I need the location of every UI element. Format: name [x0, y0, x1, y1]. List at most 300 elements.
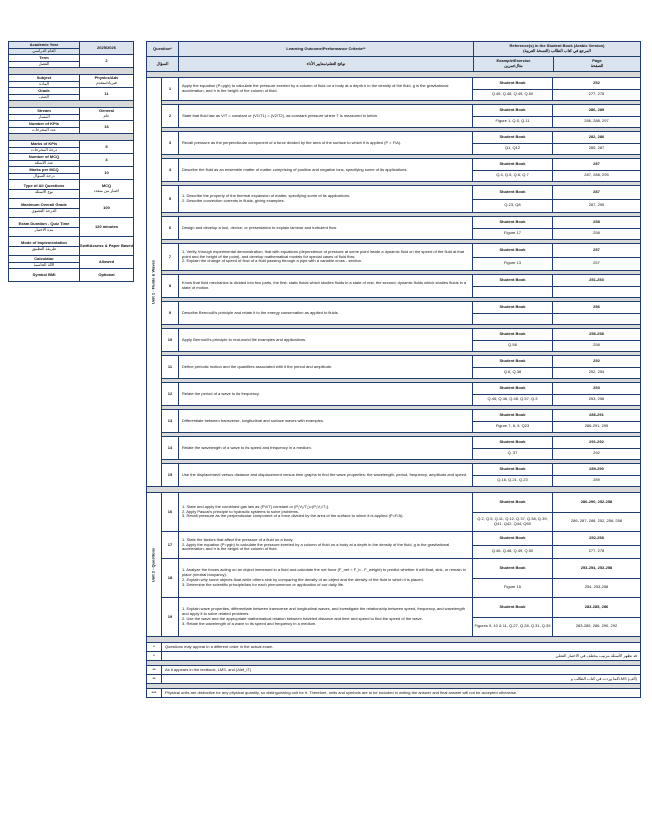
outcome-text-line: 3. Recall pressure as the perpendicular component of a force divided by the area of the surface to which it is applied (P=F/A).	[182, 513, 404, 519]
info-value	[80, 237, 133, 255]
outcome-text-line: State that fluid law as V/T = constant or (V1/T1) = (V2/T2), as constant pressure where T is measured in kelvin.	[182, 112, 379, 118]
info-key-ar: عدد المخرجات	[9, 127, 79, 133]
outcome-text-line: 2. Explain why some objects float while others sink by comparing the density of an object and the density of the fluid in which it is placed.	[182, 577, 424, 582]
info-key	[9, 237, 80, 255]
outcome-number: 6	[162, 217, 179, 239]
page-cell	[553, 356, 640, 378]
info-value-text: 4	[105, 156, 108, 162]
outcome-text	[179, 217, 473, 239]
info-row	[8, 88, 134, 101]
reference-items: Q.45, Q.46, Q.48, Q.57, Q.3	[487, 396, 538, 402]
info-key-ar: المادة	[9, 81, 79, 87]
info-value-text: 11	[104, 90, 109, 96]
outcome-number: 2	[162, 105, 179, 127]
outcome-text-line: 3. Relate the wavelength of a wave to its speed and frequency in a medium.	[182, 620, 317, 626]
footnote-mark: **	[147, 675, 162, 683]
reference-items: Q.16, Q.21, Q.23	[497, 477, 528, 483]
page-cell	[553, 105, 640, 127]
info-key-en: Grade	[38, 87, 50, 93]
reference-cell	[473, 105, 553, 127]
reference-items	[473, 314, 552, 325]
info-key-en: Subject	[36, 74, 52, 80]
page-range: 282, 286	[553, 132, 640, 144]
reference-items: Figure 13	[504, 260, 521, 266]
reference-book: Student Book	[473, 598, 552, 618]
page-list: 258	[593, 230, 600, 236]
reference-items: Q.4, Q.5, Q.6, Q.7	[496, 172, 529, 178]
info-key-en: Mode of Implementation	[21, 239, 67, 245]
info-key	[9, 121, 80, 133]
reference-items: Figure 17	[504, 230, 521, 236]
info-key	[9, 256, 80, 268]
reference-cell	[473, 275, 553, 297]
outcome-text	[179, 275, 473, 297]
outcome-text	[179, 437, 473, 459]
header-reference-ar: المرجع في كتاب الطالب (النسخة العربية)	[523, 48, 591, 53]
page-list: 287, 295	[588, 202, 605, 208]
header-page	[554, 57, 640, 71]
info-key	[9, 88, 80, 100]
page-list	[553, 287, 640, 298]
info-key-ar: الفصل	[9, 61, 79, 67]
page-cell	[553, 217, 640, 239]
info-key	[9, 167, 80, 179]
outcome-number: 4	[162, 159, 179, 181]
page-range: 258	[553, 217, 640, 229]
reference-cell	[473, 410, 553, 432]
outcome-number: 13	[162, 410, 179, 432]
outcome-text	[179, 78, 473, 100]
reference-items: Q.58	[508, 342, 517, 348]
info-row	[8, 141, 134, 154]
outcome-row	[162, 217, 640, 240]
footnotes	[147, 643, 640, 697]
info-key	[9, 180, 80, 198]
reference-items	[473, 287, 552, 298]
info-key-ar: المسار	[9, 114, 79, 120]
header-reference-en: Reference(s) in the Student Book (Arabic Version)	[509, 43, 605, 49]
info-value-text: 100	[103, 204, 110, 210]
outcome-row	[162, 329, 640, 352]
info-row	[8, 199, 134, 218]
page-list: 286-291, 295	[584, 423, 609, 429]
page-list	[553, 314, 640, 325]
info-value-text: 5	[105, 143, 108, 149]
info-key-en: Type of All Questions	[23, 182, 65, 188]
page-list: 292	[593, 450, 600, 456]
footnote-mark: *	[147, 652, 162, 660]
outcome-text	[179, 302, 473, 324]
reference-cell	[473, 159, 553, 181]
info-key-en: Symbol BMI	[32, 271, 56, 277]
info-value-ar: فيزياء/متقدم	[96, 80, 117, 85]
reference-items: Figure 1, Q.5, Q.11	[495, 118, 530, 124]
info-row	[8, 256, 134, 269]
outcome-row	[162, 598, 640, 636]
page-cell	[553, 302, 640, 324]
outcome-text	[179, 559, 473, 597]
footnote-row	[147, 652, 640, 661]
outcome-text	[179, 410, 473, 432]
reference-book: Student Book	[473, 78, 552, 90]
page-list: 252, 254	[588, 369, 605, 375]
info-value-text: General	[99, 108, 114, 114]
info-value-ar: عام	[103, 113, 110, 118]
page-cell	[553, 532, 640, 558]
outcome-number: 8	[162, 275, 179, 297]
header-outcome-ar: نواتج التعلم/معايير الأداء	[306, 60, 346, 66]
page-range: 257	[553, 244, 640, 258]
page-cell	[553, 159, 640, 181]
page-list: 257	[593, 260, 600, 266]
outcome-text	[179, 598, 473, 636]
info-value	[80, 121, 133, 133]
exam-info-table	[8, 41, 134, 282]
subheader-question	[147, 57, 179, 71]
page-range: 256-258	[553, 329, 640, 341]
info-key-ar: درجة السؤال	[9, 173, 79, 179]
unit-label	[147, 78, 162, 486]
info-value	[80, 88, 133, 100]
outcome-text-line: 1. Verify, through experimental demonstration, that with equations (dependence of pressure at some point inside a dynamic fluid on the speed of the fluid at that point and the height of the point), and develop mathematical models for special cases of fluid flow.	[182, 248, 465, 259]
page-range: 286-290, 252-258	[553, 493, 640, 513]
reference-items: Q.23, Q8	[504, 202, 521, 208]
table-subheader	[147, 57, 640, 72]
page-cell	[553, 598, 640, 636]
reference-items: Q1, Q12	[504, 145, 521, 151]
outcome-text	[179, 105, 473, 127]
outcome-row	[162, 383, 640, 406]
reference-cell	[473, 437, 553, 459]
outcome-number: 11	[162, 356, 179, 378]
info-key-en: Academic Year	[29, 41, 59, 47]
outcome-text	[179, 383, 473, 405]
page-range: 287	[553, 186, 640, 200]
outcome-row	[162, 410, 640, 433]
page-list: 286, 287, 288, 252, 256, 258	[570, 518, 623, 524]
page-list: 287, 288, 295	[584, 172, 609, 178]
reference-cell	[473, 464, 553, 486]
reference-book: Student Book	[473, 275, 552, 287]
info-value	[80, 75, 133, 87]
reference-items: Figure 15	[504, 584, 521, 590]
page-list: 277, 278	[588, 548, 605, 554]
outcome-number: 15	[162, 464, 179, 486]
outcome-row	[162, 105, 640, 128]
header-question	[147, 42, 179, 56]
outcome-row	[162, 559, 640, 598]
info-value	[80, 42, 133, 54]
page-list: 289	[593, 477, 600, 483]
outcome-text-line: Define periodic motion and the quantities associated with it the period and amplitude.	[182, 363, 333, 369]
info-row	[8, 121, 134, 134]
outcome-text-line: 2. Use the wave and the appropriate mathematical relation between traveled distance and time and speed to find the speed of the wave.	[182, 616, 423, 621]
info-key-en: Maximum Overall Grade	[21, 201, 67, 207]
footnote-mark: *	[147, 643, 162, 651]
header-example-ar: مثال/تمرين	[504, 63, 523, 68]
outcome-text-line: 2. Apply the equation (P=ρgh) to calculate the pressure exerted by a column of fluid on a body at a depth in the density of the fluid, g is the gravitational acceleration, and h is the height of the column of fluid.	[182, 541, 450, 552]
info-value	[80, 256, 133, 268]
reference-cell	[473, 186, 553, 212]
outcome-row	[162, 437, 640, 460]
outcome-rows	[162, 493, 640, 636]
header-outcome	[179, 42, 474, 56]
info-key-en: Calculator	[34, 255, 54, 261]
footnote-row	[147, 643, 640, 652]
page-range: 253-254, 252-258	[553, 559, 640, 579]
info-key-ar: طريقة التطبيق	[9, 246, 79, 252]
subheader-outcome	[179, 57, 474, 71]
page-list: 285, 287	[588, 145, 605, 151]
outcome-text-line: 1. Explain wave properties, differentiate between transverse and longitudinal waves, and investigate the relationship between speed, frequency, and wavelength and apply it to solve related problems.	[182, 606, 465, 617]
footnote-text: قد تظهر الأسئلة بترتيب مختلف في الاختبار الفعلي	[555, 652, 637, 658]
reference-book: Student Book	[473, 383, 552, 395]
info-key	[9, 154, 80, 166]
reference-book: Student Book	[473, 410, 552, 422]
info-key-ar: الآلة الحاسبة	[9, 262, 79, 268]
info-key-ar: مدة الاختبار	[9, 227, 79, 233]
reference-book: Student Book	[473, 105, 552, 117]
outcome-text-line: Differentiate between transverse, longitudinal and surface waves with examples.	[182, 417, 325, 423]
page-range: 253	[553, 383, 640, 395]
outcome-text-line: 3. Determine the scientific principle/law for each phenomenon or application of our daily life.	[182, 581, 345, 587]
reference-cell	[473, 329, 553, 351]
reference-cell	[473, 132, 553, 154]
page-range: 252-258	[553, 532, 640, 546]
info-value	[80, 199, 133, 217]
outcome-text-line: Apply the equation (P=ρgh) to calculate the pressure exerted by a column of fluid on a body at a depth h in the density of the fluid, g is the gravitational acceleration, and h is the height of the column of fluid.	[182, 83, 449, 93]
page-cell	[553, 410, 640, 432]
info-key-en: Exam Duration - Quiz Time	[18, 220, 70, 226]
info-value-text: 2	[105, 57, 108, 63]
outcome-number: 1	[162, 78, 179, 100]
info-value	[80, 154, 133, 166]
page-cell	[553, 275, 640, 297]
outcome-text	[179, 532, 473, 558]
reference-items: Q. 37	[507, 450, 518, 456]
reference-items: Q.6, Q.38	[503, 369, 522, 375]
outcome-text-line: 1. Analyze the forces acting on an object immersed in a fluid and calculate the net force (F_net = F_b - F_weight) to predict whether it will float, sink, or remain in place (neutral buoyancy).	[182, 567, 466, 578]
outcome-text	[179, 356, 473, 378]
reference-items: Q.2, Q.5, Q.11, Q.12, Q.37, Q.38, Q.39, Q41, Q42, Q44, Q50	[477, 515, 548, 526]
outcome-text-line: 2. Describe convection currents in fluids, giving examples.	[182, 198, 285, 203]
page-range: 291-292	[553, 437, 640, 449]
info-key	[9, 55, 80, 67]
reference-items: Q.46, Q.48, Q.49, Q.50	[491, 91, 534, 97]
info-row	[8, 237, 134, 256]
info-row	[8, 180, 134, 199]
outcome-rows	[162, 78, 640, 486]
info-value-text: Physics/Adv	[94, 75, 119, 81]
info-value-text: 16	[104, 123, 109, 129]
reference-book: Student Book	[473, 464, 552, 476]
info-spacer	[8, 134, 134, 141]
info-row	[8, 154, 134, 167]
page-list: 283-285, 286, 290, 292	[575, 623, 618, 629]
info-key	[9, 199, 80, 217]
info-key	[9, 269, 80, 281]
outcome-number: 9	[162, 302, 179, 324]
reference-book: Student Book	[473, 302, 552, 314]
page-range: 286, 289	[553, 105, 640, 117]
info-row	[8, 55, 134, 68]
info-value-text: 2025/2026	[97, 44, 116, 50]
outcome-number: 7	[162, 244, 179, 270]
outcome-row	[162, 132, 640, 155]
info-key-en: Number of MCQ	[28, 153, 60, 159]
outcome-row	[162, 302, 640, 325]
reference-book: Student Book	[473, 217, 552, 229]
page-range: 252	[553, 78, 640, 90]
info-spacer	[8, 68, 134, 75]
info-value	[80, 141, 133, 153]
outcome-number: 5	[162, 186, 179, 212]
learning-outcomes-table	[146, 41, 641, 698]
outcome-text-line: Apply Bernoulli's principle to real-world life examples and applications.	[182, 336, 307, 342]
header-page-en: Page	[592, 58, 602, 64]
reference-items: Figure 7, 8, 9, Q23	[495, 423, 530, 429]
header-outcome-en: Learning Outcome/Performance Criteria**	[286, 45, 366, 51]
outcome-text-line: Describe Bernoulli's principle and relate it to the energy conservation as applied to fluids.	[182, 309, 339, 315]
outcome-row	[162, 275, 640, 298]
outcome-text	[179, 132, 473, 154]
info-row	[8, 269, 134, 282]
reference-book: Student Book	[473, 329, 552, 341]
page-list: 286, 288, 297	[584, 118, 609, 124]
outcome-row	[162, 464, 640, 486]
unit-group	[147, 78, 640, 487]
info-row	[8, 167, 134, 180]
outcome-row	[162, 493, 640, 532]
reference-book: Student Book	[473, 559, 552, 579]
info-row	[8, 41, 134, 55]
page-list: 277, 278	[588, 91, 605, 97]
page-cell	[553, 493, 640, 531]
outcome-number: 10	[162, 329, 179, 351]
info-key	[9, 75, 80, 87]
page-cell	[553, 383, 640, 405]
outcome-text-line: Use the displacement versus distance and displacement versus time graphs to find the wave properties: the wavelength, period, frequency, amplitude and speed.	[182, 471, 468, 477]
info-key-en: Marks per MCQ	[29, 166, 59, 172]
reference-book: Student Book	[473, 159, 552, 171]
page-list: 253, 258	[588, 396, 605, 402]
info-value-text: SwiftAssess & Paper Based	[80, 242, 133, 248]
info-value	[80, 108, 133, 120]
info-key-en: Number of KPIs	[28, 120, 59, 126]
footnote-text: Physical units are distinctive for any physical quantity, so distinguishing unit for it. Therefore, units and symbols are to be included in writing the answer and final answer will not be accepted otherwise.	[165, 689, 518, 695]
outcome-text-line: 2. Explain the change of speed of flow of a fluid passing through a pipe with a variable cross - section.	[182, 258, 363, 264]
page-range: 286-291	[553, 410, 640, 422]
page-range: 252	[553, 356, 640, 368]
info-value	[80, 269, 133, 281]
info-key	[9, 108, 80, 120]
outcome-row	[162, 356, 640, 379]
outcome-text-line: Relate the period of a wave to its frequency.	[182, 390, 260, 396]
info-value	[80, 218, 133, 236]
info-key-ar: نوع الأسئلة	[9, 189, 79, 195]
footnote-row	[147, 666, 640, 675]
page-cell	[553, 464, 640, 486]
outcome-text-line: Describe the fluid as an ensemble matter of matter comprising of positive and negative ions, specifying some of its applications.	[182, 166, 408, 172]
page-list: 258	[593, 342, 600, 348]
outcome-number: 3	[162, 132, 179, 154]
info-key-en: Stream	[37, 107, 51, 113]
reference-cell	[473, 217, 553, 239]
outcome-text	[179, 329, 473, 351]
header-question-ar: السؤال	[156, 60, 169, 66]
footnote-text: Questions may appear in a different order in the actual exam.	[165, 643, 274, 649]
outcome-text-line: 1. State and apply the combined gas law as (PV/T) constant or (P₁V₁/T₁)=(P₂V₂/T₂).	[182, 503, 330, 509]
reference-cell	[473, 78, 553, 100]
info-row	[8, 218, 134, 237]
outcome-text-line: Design and develop a tool, device, or presentation to explain laminar and turbulent flow.	[182, 224, 337, 230]
reference-cell	[473, 598, 553, 636]
reference-items: Q.46, Q.48, Q.49, Q.50	[491, 548, 534, 554]
header-question-en: Question*	[153, 45, 172, 51]
info-value	[80, 55, 133, 67]
unit-label-text: Unit 2 - Questions	[150, 547, 156, 582]
outcome-groups	[147, 78, 640, 643]
reference-cell	[473, 244, 553, 270]
header-example-en: Example/Exercise	[496, 58, 531, 64]
page-range: 289-290	[553, 464, 640, 476]
outcome-number: 14	[162, 437, 179, 459]
info-value	[80, 180, 133, 198]
footnote-text: كما وردت في كتاب الطالب وLMS (ألف)	[570, 675, 637, 681]
outcome-text-line: Relate the wavelength of a wave to its speed and frequency in a medium.	[182, 444, 312, 450]
info-key	[9, 141, 80, 153]
reference-book: Student Book	[473, 244, 552, 258]
page-range: 283-285, 286	[553, 598, 640, 618]
reference-book: Student Book	[473, 493, 552, 513]
outcome-row	[162, 159, 640, 182]
header-example	[474, 57, 554, 71]
footnote-mark: ***	[147, 689, 162, 697]
header-page-ar: الصفحة	[590, 63, 604, 68]
outcome-text-line: 2. Apply Pascal's principle to hydraulic systems to solve problems.	[182, 508, 300, 514]
page-cell	[553, 329, 640, 351]
info-key-ar: عدد الأسئلة	[9, 160, 79, 166]
info-value-text: 120 minutes	[94, 223, 119, 229]
outcome-text	[179, 186, 473, 212]
outcome-number: 18	[162, 559, 179, 597]
reference-cell	[473, 356, 553, 378]
reference-book: Student Book	[473, 186, 552, 200]
reference-book: Student Book	[473, 437, 552, 449]
page-cell	[553, 132, 640, 154]
outcome-text	[179, 493, 473, 531]
outcome-row	[162, 186, 640, 213]
unit-label-text: Unit 1 - Fluids & Waves	[150, 259, 156, 305]
outcome-text-line: 1. Describe the property of the thermal expansion of matter, specifying some of its applications.	[182, 193, 351, 199]
page-range: 251-253	[553, 275, 640, 287]
info-value-text: Optional	[98, 271, 115, 277]
reference-items: Figures 9, 10 & 11, Q.27, Q.28, Q.31, Q.39	[474, 623, 551, 629]
page-list: 254, 253-258	[584, 584, 609, 590]
footnote-text: As it appears in the textbook, LMS, and (Alef_IT)	[165, 666, 252, 672]
outcome-number: 16	[162, 493, 179, 531]
info-key-en: Term	[39, 54, 49, 60]
reference-cell	[473, 559, 553, 597]
outcome-row	[162, 244, 640, 271]
reference-book: Student Book	[473, 132, 552, 144]
page-cell	[553, 78, 640, 100]
outcome-text-line: 1. State the factors that affect the pressure of a fluid on a body.	[182, 536, 294, 542]
outcome-number: 19	[162, 598, 179, 636]
outcome-row	[162, 78, 640, 101]
unit-label	[147, 493, 162, 636]
outcome-number: 12	[162, 383, 179, 405]
